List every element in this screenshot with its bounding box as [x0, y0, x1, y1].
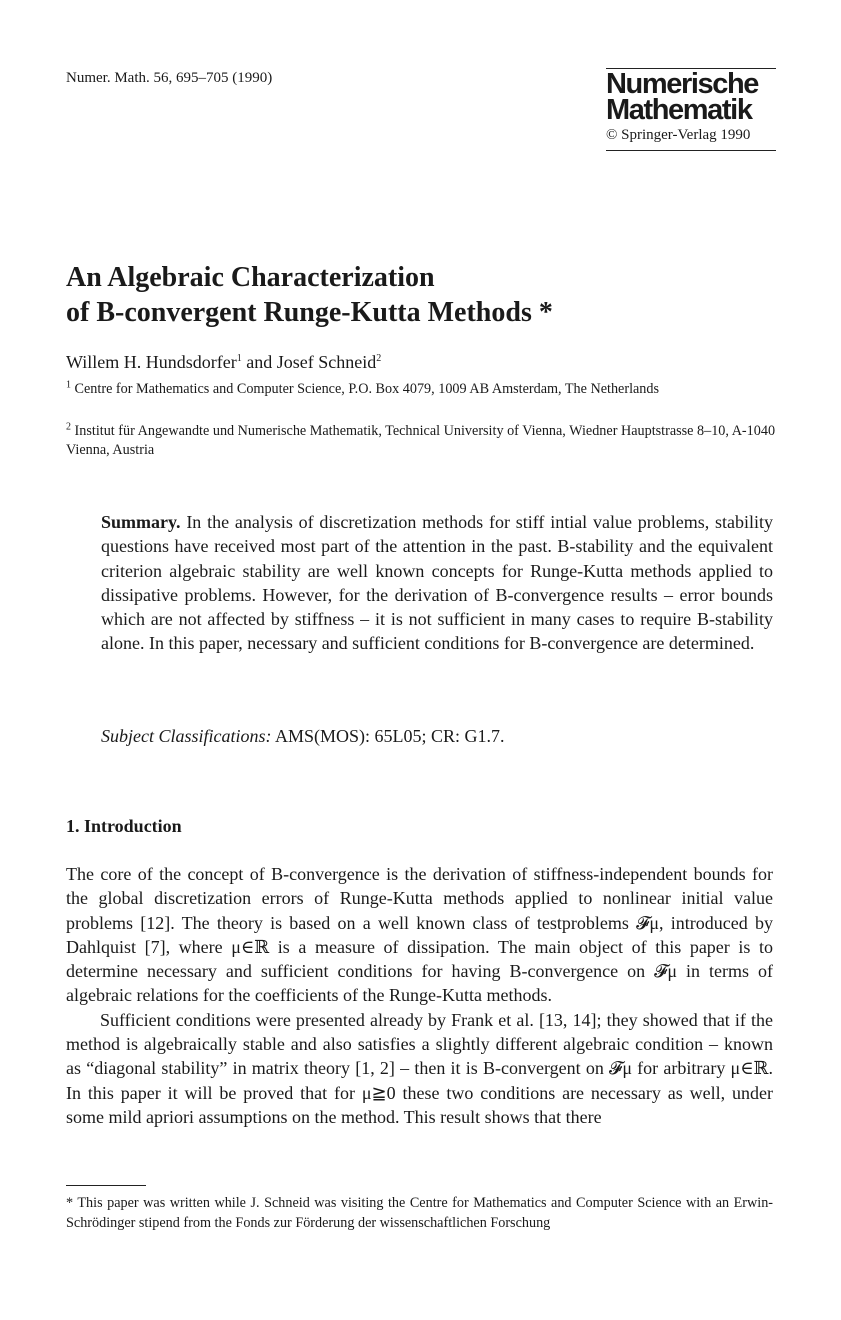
- subject-text: AMS(MOS): 65L05; CR: G1.7.: [275, 726, 505, 746]
- footnote-mark: *: [66, 1195, 74, 1211]
- author-connector: and: [246, 352, 273, 372]
- author-1-mark: 1: [236, 353, 242, 364]
- footnote-text: This paper was written while J. Schneid was visiting the Centre for Mathematics and Computer Science with an Erwin-Schrödinger stipend from the Fonds zur Förderung der wissenschaftlichen Forschung: [66, 1195, 774, 1231]
- author-2: Josef Schneid: [276, 352, 377, 372]
- journal-brand: [606, 68, 776, 151]
- title-line-1: An Algebraic Characterization: [66, 262, 435, 293]
- brand-bottom-rule: [606, 150, 776, 151]
- affiliation-1-text: Centre for Mathematics and Computer Science, P.O. Box 4079, 1009 AB Amsterdam, The Netherlands: [74, 381, 660, 397]
- title-line-2: of B-convergent Runge-Kutta Methods *: [66, 297, 553, 328]
- summary-label: Summary.: [101, 512, 181, 532]
- brand-line-1: Numerische: [606, 68, 759, 100]
- summary-block: [101, 510, 773, 656]
- intro-body: [66, 862, 773, 1129]
- author-1: Willem H. Hundsdorfer: [66, 352, 237, 372]
- section-heading: 1. Introduction: [66, 816, 182, 836]
- intro-paragraph-2: Sufficient conditions were presented already by Frank et al. [13, 14]; they showed that if the method is algebraically stable and also satisfies a slightly different algebraic condition – known as “diagonal stability” in matrix theory [1, 2] – then it is B-convergent on 𝓕μ for arbitrary μ∈ℝ. In this paper it will be proved that for μ≧0 these two conditions are necessary as well, under some mild apriori assumptions on the method. This result shows that there: [66, 1009, 773, 1127]
- footnote: [66, 1194, 773, 1233]
- paper-title: [66, 260, 553, 330]
- affiliation-2-mark: 2: [66, 421, 71, 433]
- footnote-rule: [66, 1185, 146, 1186]
- affiliation-1: [66, 380, 776, 399]
- affiliation-1-mark: 1: [66, 379, 71, 391]
- intro-paragraph-1: The core of the concept of B-convergence is the derivation of stiffness-independent bounds for the global discretization errors of Runge-Kutta methods applied to nonlinear initial value problems [12]. The theory is based on a well known class of testproblems 𝓕μ, introduced by Dahlquist [7], where μ∈ℝ is a measure of dissipation. The main object of this paper is to determine necessary and sufficient conditions for having B-convergence on 𝓕μ in terms of algebraic relations for the coefficients of the Runge-Kutta methods.: [66, 864, 773, 1006]
- subject-label: Subject Classifications:: [101, 726, 272, 746]
- affiliation-2: [66, 422, 776, 460]
- summary-text: In the analysis of discretization methods for stiff intial value problems, stability questions have received most part of the attention in the past. B-stability and the equivalent criterion algebraic stability are well known concepts for Runge-Kutta methods applied to dissipative problems. However, for the derivation of B-convergence results – error bounds which are not affected by stiffness – it is not sufficient in many cases to require B-stability alone. In this paper, necessary and sufficient conditions for B-convergence are determined.: [101, 512, 774, 654]
- brand-line-2: Mathematik: [606, 94, 752, 126]
- copyright-notice: © Springer-Verlag 1990: [606, 127, 751, 143]
- subject-classifications: [101, 726, 505, 747]
- author-list: [66, 352, 381, 373]
- affiliation-2-text: Institut für Angewandte und Numerische Mathematik, Technical University of Vienna, Wiedner Hauptstrasse 8–10, A-1040 Vienna, Austria: [66, 423, 776, 458]
- journal-reference: Numer. Math. 56, 695–705 (1990): [66, 70, 273, 86]
- author-2-mark: 2: [376, 353, 382, 364]
